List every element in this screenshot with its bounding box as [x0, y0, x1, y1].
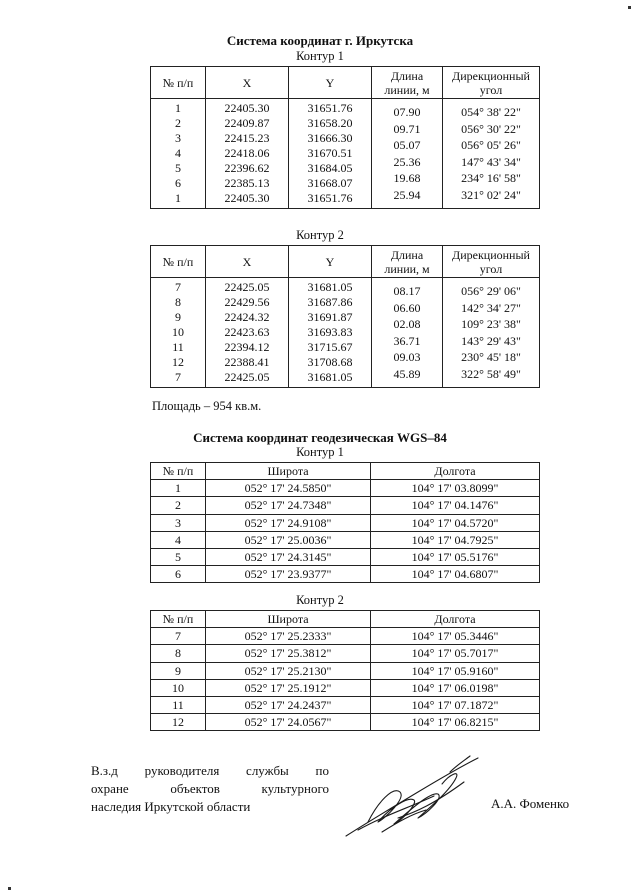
corner-dot: [8, 887, 11, 890]
x-column: [206, 278, 289, 388]
cell: 07.90: [393, 105, 421, 119]
table-row: [151, 679, 540, 696]
word: руководителя: [144, 763, 220, 778]
table-cell: 052° 17' 25.2130": [206, 662, 371, 679]
cell: 22425.05: [224, 280, 270, 294]
table-cell: 104° 17' 05.9160": [371, 662, 540, 679]
table-row: [151, 480, 540, 497]
table-cell: 052° 17' 25.3812": [206, 645, 371, 662]
cell: 230° 45' 18": [461, 350, 521, 364]
cell: 31681.05: [307, 370, 353, 384]
length-column: [372, 278, 443, 388]
table-cell: 104° 17' 05.7017": [371, 645, 540, 662]
cell: 056° 30' 22": [461, 121, 521, 136]
table-cell: 104° 17' 05.3446": [371, 628, 540, 645]
cell: 7: [175, 280, 181, 294]
header-x: X: [206, 246, 289, 278]
header-num: № п/п: [151, 246, 206, 278]
header-direction: Дирекционный угол: [443, 67, 540, 99]
msk-contour2-label: Контур 2: [296, 228, 344, 242]
cell: 8: [175, 295, 181, 309]
table-cell: 052° 17' 24.0567": [206, 714, 371, 731]
table-cell: 052° 17' 24.2437": [206, 697, 371, 714]
cell: 02.08: [393, 317, 421, 331]
word: культурного: [261, 781, 329, 796]
handwritten-signature-icon: [338, 752, 488, 844]
num-column: [151, 278, 206, 388]
table-cell: 052° 17' 25.2333": [206, 628, 371, 645]
cell: 31693.83: [307, 325, 353, 339]
cell: 31684.05: [307, 161, 353, 175]
cell: 31687.86: [307, 295, 353, 309]
table-row: [151, 497, 540, 514]
cell: 11: [172, 340, 184, 354]
cell: 1: [175, 101, 181, 115]
table-cell: 104° 17' 04.5720": [371, 514, 540, 531]
cell: 31670.51: [307, 146, 353, 160]
cell: 147° 43' 34": [461, 154, 521, 169]
cell: 22418.06: [224, 146, 270, 160]
cell: 22394.12: [224, 340, 270, 354]
signatory-name: А.А. Фоменко: [491, 796, 570, 811]
table-cell: 11: [151, 697, 206, 714]
cell: 22429.56: [224, 295, 270, 309]
cell: 9: [175, 310, 181, 324]
cell: 45.89: [393, 366, 421, 381]
word: охране: [91, 781, 129, 796]
table-cell: 104° 17' 06.0198": [371, 679, 540, 696]
table-row: [151, 645, 540, 662]
header-num: № п/п: [151, 463, 206, 480]
header-length: Длина линии, м: [372, 246, 443, 278]
table-cell: 052° 17' 23.9377": [206, 566, 371, 583]
table-cell: 104° 17' 05.5176": [371, 549, 540, 566]
cell: 22423.63: [224, 325, 270, 339]
cell: 22396.62: [224, 161, 270, 175]
table-cell: 104° 17' 07.1872": [371, 697, 540, 714]
cell: 31666.30: [307, 131, 353, 145]
cell: 31651.76: [307, 191, 353, 205]
word: службы: [246, 763, 289, 778]
cell: 321° 02' 24": [461, 187, 521, 202]
wgs-title: Система координат геодезическая WGS–84: [193, 430, 447, 445]
wgs-contour2-table: [150, 610, 540, 731]
table-cell: 052° 17' 24.5850": [206, 480, 371, 497]
table-cell: 8: [151, 645, 206, 662]
wgs-contour1-table: [150, 462, 540, 583]
table-row: [151, 714, 540, 731]
corner-dot: [628, 6, 631, 9]
table-row: [151, 628, 540, 645]
cell: 3: [175, 131, 181, 145]
cell: 19.68: [393, 171, 421, 185]
cell: 4: [175, 146, 181, 160]
header-length: Длина линии, м: [372, 67, 443, 99]
table-cell: 5: [151, 549, 206, 566]
table-cell: 1: [151, 480, 206, 497]
cell: 234° 16' 58": [461, 171, 521, 185]
header-direction: Дирекционный угол: [443, 246, 540, 278]
position-line-2: [91, 780, 329, 798]
position-line-1: [91, 762, 329, 780]
cell: 143° 29' 43": [461, 333, 521, 348]
cell: 22405.30: [224, 191, 270, 205]
cell: 31691.87: [307, 310, 353, 324]
header-latitude: Широта: [206, 611, 371, 628]
length-column: [372, 99, 443, 209]
table-cell: 052° 17' 24.7348": [206, 497, 371, 514]
table-cell: 052° 17' 24.3145": [206, 549, 371, 566]
header-num: № п/п: [151, 67, 206, 99]
cell: 2: [175, 116, 181, 130]
msk-contour2-table: [150, 245, 540, 388]
cell: 109° 23' 38": [461, 317, 521, 331]
cell: 22388.41: [224, 355, 270, 369]
cell: 31668.07: [307, 176, 353, 190]
signatory-position: [91, 762, 329, 816]
cell: 22409.87: [224, 116, 270, 130]
cell: 056° 05' 26": [461, 138, 521, 152]
word: В.з.д: [91, 763, 118, 778]
area-text: Площадь – 954 кв.м.: [152, 399, 262, 413]
cell: 22425.05: [224, 370, 270, 384]
table-cell: 4: [151, 531, 206, 548]
cell: 09.03: [393, 350, 421, 364]
cell: 31651.76: [307, 101, 353, 115]
cell: 142° 34' 27": [461, 300, 521, 315]
cell: 25.94: [393, 187, 421, 202]
msk-contour1-table: [150, 66, 540, 209]
num-column: [151, 99, 206, 209]
cell: 06.60: [393, 300, 421, 315]
cell: 31708.68: [307, 355, 353, 369]
table-cell: 104° 17' 03.8099": [371, 480, 540, 497]
wgs-contour1-label: Контур 1: [296, 445, 344, 459]
header-y: Y: [289, 67, 372, 99]
cell: 12: [172, 355, 184, 369]
word: по: [315, 763, 329, 778]
cell: 054° 38' 22": [461, 105, 521, 119]
cell: 22415.23: [224, 131, 270, 145]
header-x: X: [206, 67, 289, 99]
table-row: [151, 662, 540, 679]
word: объектов: [170, 781, 220, 796]
table-cell: 6: [151, 566, 206, 583]
cell: 36.71: [393, 333, 421, 348]
cell: 5: [175, 161, 181, 175]
cell: 25.36: [393, 154, 421, 169]
cell: 05.07: [393, 138, 421, 152]
table-cell: 104° 17' 04.6807": [371, 566, 540, 583]
cell: 22405.30: [224, 101, 270, 115]
cell: 7: [175, 370, 181, 384]
table-cell: 104° 17' 04.7925": [371, 531, 540, 548]
cell: 31658.20: [307, 116, 353, 130]
direction-column: [443, 278, 540, 388]
table-cell: 104° 17' 04.1476": [371, 497, 540, 514]
cell: 22385.13: [224, 176, 270, 190]
table-cell: 12: [151, 714, 206, 731]
cell: 322° 58' 49": [461, 366, 521, 381]
header-longitude: Долгота: [371, 463, 540, 480]
cell: 31681.05: [307, 280, 353, 294]
header-longitude: Долгота: [371, 611, 540, 628]
table-row: [151, 514, 540, 531]
cell: 6: [175, 176, 181, 190]
header-y: Y: [289, 246, 372, 278]
msk-contour1-label: Контур 1: [296, 49, 344, 63]
table-cell: 3: [151, 514, 206, 531]
table-cell: 10: [151, 679, 206, 696]
table-cell: 052° 17' 25.0036": [206, 531, 371, 548]
cell: 056° 29' 06": [461, 284, 521, 298]
cell: 31715.67: [307, 340, 353, 354]
table-row: [151, 697, 540, 714]
table-cell: 052° 17' 24.9108": [206, 514, 371, 531]
y-column: [289, 99, 372, 209]
header-num: № п/п: [151, 611, 206, 628]
table-cell: 9: [151, 662, 206, 679]
direction-column: [443, 99, 540, 209]
y-column: [289, 278, 372, 388]
table-row: [151, 531, 540, 548]
table-cell: 104° 17' 06.8215": [371, 714, 540, 731]
wgs-contour2-label: Контур 2: [296, 593, 344, 607]
msk-title: Система координат г. Иркутска: [226, 33, 414, 48]
cell: 22424.32: [224, 310, 270, 324]
table-row: [151, 549, 540, 566]
table-row: [151, 566, 540, 583]
cell: 1: [175, 191, 181, 205]
header-latitude: Широта: [206, 463, 371, 480]
table-cell: 2: [151, 497, 206, 514]
table-cell: 052° 17' 25.1912": [206, 679, 371, 696]
cell: 09.71: [393, 121, 421, 136]
cell: 10: [172, 325, 184, 339]
table-cell: 7: [151, 628, 206, 645]
x-column: [206, 99, 289, 209]
position-line-3: наследия Иркутской области: [91, 799, 251, 814]
cell: 08.17: [393, 284, 421, 298]
